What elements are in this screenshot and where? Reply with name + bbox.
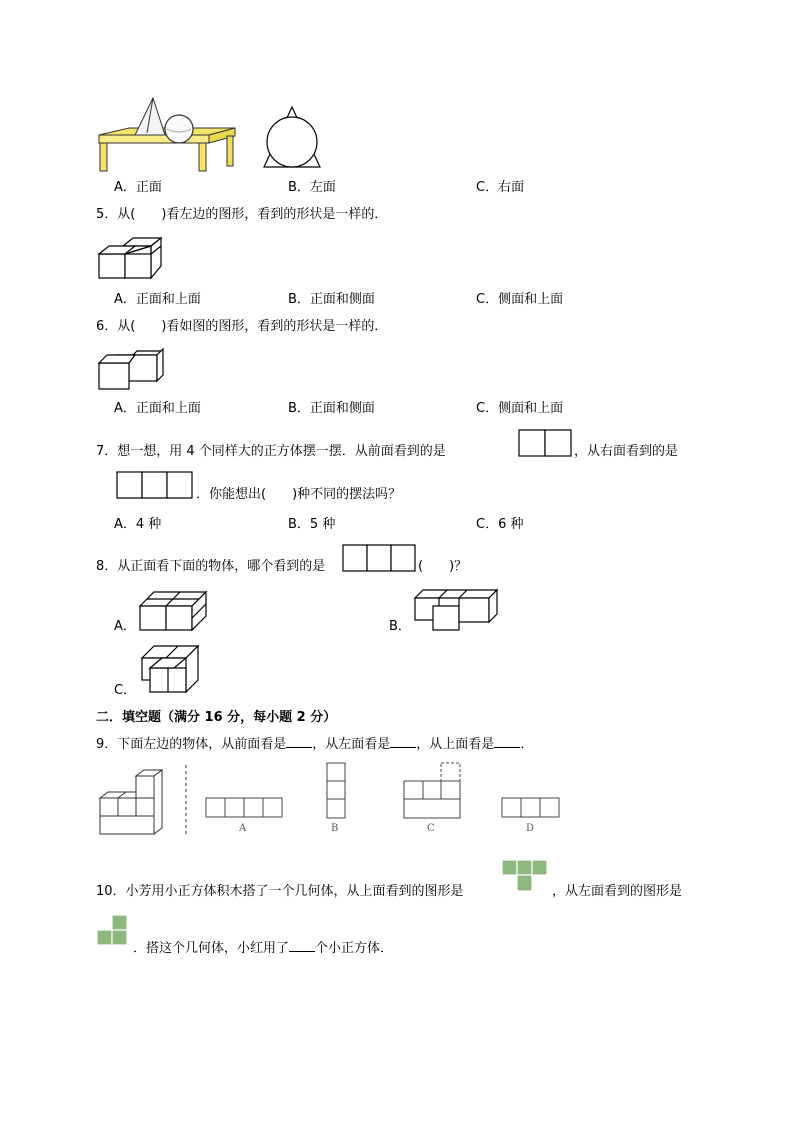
q10-stem-part3: ．搭这个几何体，小红用了 <box>133 941 290 956</box>
q9-stem-part1: 9．下面左边的物体，从前面看是 <box>96 737 287 752</box>
q8-option-a[interactable]: A． <box>114 619 136 634</box>
q8-option-c-figure[interactable] <box>138 644 202 698</box>
q7-stem-part1: 7．想一想，用 4 个同样大的正方体摆一摆．从前面看到的是 <box>96 444 446 459</box>
q5-option-c[interactable]: C．侧面和上面 <box>476 292 564 307</box>
q9-dashed-divider <box>184 765 188 837</box>
q8-option-b-figure[interactable] <box>413 588 501 634</box>
q7-stem-part3: ．你能想出( )种不同的摆法吗？ <box>196 487 402 502</box>
q10-stem-part2: ，从左面看到的图形是 <box>552 884 683 899</box>
q6-option-a[interactable]: A．正面和上面 <box>114 401 201 416</box>
q7-option-b[interactable]: B．5 种 <box>288 517 336 532</box>
q5-option-b[interactable]: B．正面和侧面 <box>288 292 375 307</box>
q6-option-b[interactable]: B．正面和侧面 <box>288 401 375 416</box>
q10-stem-line2 <box>133 941 393 957</box>
q10-top-view-green-squares <box>501 859 549 893</box>
q7-stem-line1 <box>96 444 446 460</box>
q6-cubes-figure <box>97 347 167 391</box>
q5-cubes-figure <box>97 238 167 282</box>
q8-stem-part1: 8．从正面看下面的物体，哪个看到的是 <box>96 559 326 574</box>
q8-option-a-figure[interactable] <box>138 588 210 634</box>
q6-option-c[interactable]: C．侧面和上面 <box>476 401 564 416</box>
q9-stem-part4: ． <box>520 737 534 752</box>
q7-right-view-three-squares <box>116 471 194 499</box>
q4-option-c[interactable]: C．右面 <box>476 180 525 195</box>
q7-option-a[interactable]: A．4 种 <box>114 517 162 532</box>
q10-left-view-green-squares <box>96 914 130 946</box>
q9-stem-part2: ，从左面看是 <box>312 737 391 752</box>
q9-label-d: D <box>526 823 535 834</box>
q8-option-b[interactable]: B． <box>389 619 411 634</box>
q9-object-figure <box>98 768 164 836</box>
q4-option-b[interactable]: B．左面 <box>288 180 336 195</box>
q5-option-a[interactable]: A．正面和上面 <box>114 292 201 307</box>
q7-front-view-two-squares <box>518 429 572 457</box>
q8-stem-part2: ( )？ <box>418 559 468 574</box>
q5-stem: 5．从( )看左边的图形，看到的形状是一样的． <box>96 207 388 222</box>
q9-stem-part3: ，从上面看是 <box>416 737 495 752</box>
q8-target-three-squares <box>342 544 418 572</box>
q9-blank-top[interactable] <box>494 747 520 748</box>
q9-label-c: C <box>427 823 435 834</box>
q9-view-b[interactable] <box>326 762 346 820</box>
section2-heading: 二．填空题（满分 16 分，每小题 2 分） <box>96 710 337 725</box>
q9-stem <box>96 737 533 753</box>
q9-label-a: A <box>239 823 247 834</box>
table-cone-sphere-figure <box>95 95 240 175</box>
q8-option-c[interactable]: C． <box>114 683 137 698</box>
q10-stem-part1: 10．小芳用小正方体积木搭了一个几何体，从上面看到的图形是 <box>96 884 464 899</box>
q7-option-c[interactable]: C．6 种 <box>476 517 524 532</box>
q9-blank-left[interactable] <box>390 747 416 748</box>
q9-view-a[interactable] <box>205 797 283 819</box>
q9-label-b: B <box>331 823 339 834</box>
q9-view-d[interactable] <box>501 797 561 819</box>
q4-option-a[interactable]: A．正面 <box>114 180 162 195</box>
q6-stem: 6．从( )看如图的图形，看到的形状是一样的． <box>96 319 388 334</box>
q7-stem-part2: ，从右面看到的是 <box>574 444 679 459</box>
q10-blank-count[interactable] <box>289 951 315 952</box>
q9-view-c[interactable] <box>403 762 463 820</box>
q9-blank-front[interactable] <box>286 747 312 748</box>
circle-triangle-view <box>262 105 324 170</box>
q10-stem-part4: 个小正方体． <box>315 941 394 956</box>
